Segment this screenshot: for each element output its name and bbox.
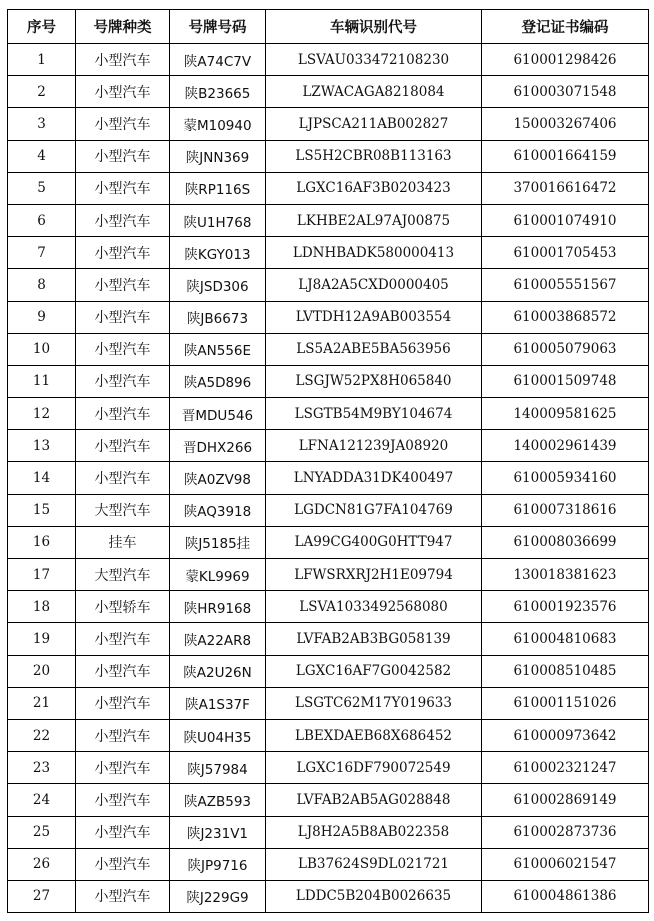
cell-index: 2: [8, 76, 76, 108]
cell-vin: LB37624S9DL021721: [266, 848, 482, 880]
cell-certificate-code: 370016616472: [482, 172, 649, 204]
table-row: [8, 237, 649, 269]
cell-plate-number: 陕J57984: [170, 752, 266, 784]
cell-certificate-code: 610005079063: [482, 333, 649, 365]
cell-certificate-code: 610003071548: [482, 76, 649, 108]
table-row: [8, 333, 649, 365]
cell-plate-number: 陕HR9168: [170, 591, 266, 623]
cell-plate-number: 陕A74C7V: [170, 44, 266, 76]
table-row: [8, 76, 649, 108]
cell-plate-number: 陕B23665: [170, 76, 266, 108]
cell-plate-type: 大型汽车: [76, 559, 170, 591]
cell-plate-number: 陕JP9716: [170, 848, 266, 880]
cell-vin: LGXC16AF7G0042582: [266, 655, 482, 687]
cell-plate-type: 小型轿车: [76, 591, 170, 623]
table-row: [8, 462, 649, 494]
cell-certificate-code: 130018381623: [482, 559, 649, 591]
cell-index: 25: [8, 816, 76, 848]
cell-plate-type: 小型汽车: [76, 687, 170, 719]
cell-index: 19: [8, 623, 76, 655]
cell-plate-type: 小型汽车: [76, 655, 170, 687]
table-row: [8, 623, 649, 655]
cell-index: 15: [8, 494, 76, 526]
table-row: [8, 880, 649, 912]
cell-certificate-code: 610001705453: [482, 237, 649, 269]
cell-vin: LSGTB54M9BY104674: [266, 398, 482, 430]
header-vin: 车辆识别代号: [266, 10, 482, 44]
cell-plate-number: 陕JB6673: [170, 301, 266, 333]
header-certificate-code: 登记证书编码: [482, 10, 649, 44]
cell-vin: LVTDH12A9AB003554: [266, 301, 482, 333]
cell-vin: LDNHBADK580000413: [266, 237, 482, 269]
cell-index: 6: [8, 204, 76, 236]
cell-vin: LJPSCA211AB002827: [266, 108, 482, 140]
cell-certificate-code: 610001298426: [482, 44, 649, 76]
cell-index: 1: [8, 44, 76, 76]
cell-vin: LSVAU033472108230: [266, 44, 482, 76]
cell-vin: LNYADDA31DK400497: [266, 462, 482, 494]
table-row: [8, 816, 649, 848]
table-row: [8, 44, 649, 76]
cell-plate-number: 陕J5185挂: [170, 526, 266, 558]
cell-plate-number: 陕AZB593: [170, 784, 266, 816]
cell-plate-number: 陕KGY013: [170, 237, 266, 269]
cell-certificate-code: 610001074910: [482, 204, 649, 236]
cell-plate-type: 小型汽车: [76, 269, 170, 301]
cell-plate-number: 陕J231V1: [170, 816, 266, 848]
cell-index: 24: [8, 784, 76, 816]
table-row: [8, 655, 649, 687]
table-row: [8, 559, 649, 591]
cell-certificate-code: 610001509748: [482, 365, 649, 397]
cell-plate-type: 小型汽车: [76, 140, 170, 172]
cell-certificate-code: 610007318616: [482, 494, 649, 526]
table-row: [8, 301, 649, 333]
vehicle-registration-table: [7, 9, 649, 913]
cell-plate-number: 陕A0ZV98: [170, 462, 266, 494]
cell-index: 12: [8, 398, 76, 430]
table-row: [8, 108, 649, 140]
cell-plate-type: 小型汽车: [76, 204, 170, 236]
cell-index: 7: [8, 237, 76, 269]
cell-plate-number: 陕J229G9: [170, 880, 266, 912]
cell-certificate-code: 610003868572: [482, 301, 649, 333]
cell-index: 21: [8, 687, 76, 719]
cell-vin: LSGTC62M17Y019633: [266, 687, 482, 719]
cell-certificate-code: 610002873736: [482, 816, 649, 848]
cell-vin: LSGJW52PX8H065840: [266, 365, 482, 397]
table-row: [8, 526, 649, 558]
cell-vin: LJ8A2A5CXD0000405: [266, 269, 482, 301]
cell-index: 18: [8, 591, 76, 623]
cell-plate-type: 小型汽车: [76, 430, 170, 462]
cell-vin: LJ8H2A5B8AB022358: [266, 816, 482, 848]
cell-certificate-code: 610002321247: [482, 752, 649, 784]
cell-plate-number: 陕JNN369: [170, 140, 266, 172]
header-plate-number: 号牌号码: [170, 10, 266, 44]
cell-index: 13: [8, 430, 76, 462]
cell-vin: LGXC16DF790072549: [266, 752, 482, 784]
cell-plate-type: 小型汽车: [76, 623, 170, 655]
cell-plate-number: 陕AN556E: [170, 333, 266, 365]
table-body: [8, 44, 649, 913]
cell-index: 26: [8, 848, 76, 880]
cell-certificate-code: 610002869149: [482, 784, 649, 816]
table-row: [8, 687, 649, 719]
table-row: [8, 784, 649, 816]
table-row: [8, 848, 649, 880]
table-row: [8, 430, 649, 462]
cell-certificate-code: 610008510485: [482, 655, 649, 687]
cell-index: 9: [8, 301, 76, 333]
cell-certificate-code: 610001664159: [482, 140, 649, 172]
cell-plate-number: 陕A2U26N: [170, 655, 266, 687]
header-plate-type: 号牌种类: [76, 10, 170, 44]
cell-certificate-code: 140002961439: [482, 430, 649, 462]
cell-plate-type: 小型汽车: [76, 333, 170, 365]
cell-certificate-code: 610001151026: [482, 687, 649, 719]
table-row: [8, 140, 649, 172]
cell-index: 8: [8, 269, 76, 301]
cell-plate-type: 小型汽车: [76, 237, 170, 269]
document-page: [7, 9, 649, 913]
cell-plate-number: 陕AQ3918: [170, 494, 266, 526]
cell-plate-number: 蒙KL9969: [170, 559, 266, 591]
cell-plate-type: 挂车: [76, 526, 170, 558]
cell-index: 4: [8, 140, 76, 172]
cell-certificate-code: 610008036699: [482, 526, 649, 558]
cell-vin: LKHBE2AL97AJ00875: [266, 204, 482, 236]
cell-plate-type: 小型汽车: [76, 719, 170, 751]
cell-plate-number: 陕A1S37F: [170, 687, 266, 719]
table-row: [8, 591, 649, 623]
cell-certificate-code: 610004861386: [482, 880, 649, 912]
cell-index: 11: [8, 365, 76, 397]
cell-vin: LDDC5B204B0026635: [266, 880, 482, 912]
cell-plate-number: 晋MDU546: [170, 398, 266, 430]
cell-vin: LSVA1033492568080: [266, 591, 482, 623]
cell-plate-type: 小型汽车: [76, 816, 170, 848]
table-row: [8, 204, 649, 236]
cell-vin: LGDCN81G7FA104769: [266, 494, 482, 526]
header-row: [8, 10, 649, 44]
cell-certificate-code: 610005551567: [482, 269, 649, 301]
table-row: [8, 365, 649, 397]
cell-index: 23: [8, 752, 76, 784]
cell-vin: LGXC16AF3B0203423: [266, 172, 482, 204]
cell-vin: LFNA121239JA08920: [266, 430, 482, 462]
cell-vin: LS5H2CBR08B113163: [266, 140, 482, 172]
cell-vin: LS5A2ABE5BA563956: [266, 333, 482, 365]
cell-index: 10: [8, 333, 76, 365]
cell-plate-type: 小型汽车: [76, 44, 170, 76]
cell-index: 22: [8, 719, 76, 751]
table-row: [8, 269, 649, 301]
cell-certificate-code: 610006021547: [482, 848, 649, 880]
cell-plate-number: 陕U1H768: [170, 204, 266, 236]
header-index: 序号: [8, 10, 76, 44]
cell-index: 5: [8, 172, 76, 204]
cell-plate-type: 小型汽车: [76, 108, 170, 140]
cell-plate-type: 大型汽车: [76, 494, 170, 526]
cell-plate-type: 小型汽车: [76, 398, 170, 430]
cell-index: 17: [8, 559, 76, 591]
cell-plate-number: 蒙M10940: [170, 108, 266, 140]
cell-plate-number: 陕JSD306: [170, 269, 266, 301]
cell-plate-type: 小型汽车: [76, 301, 170, 333]
cell-index: 14: [8, 462, 76, 494]
table-row: [8, 172, 649, 204]
cell-plate-type: 小型汽车: [76, 76, 170, 108]
table-row: [8, 398, 649, 430]
cell-plate-type: 小型汽车: [76, 365, 170, 397]
cell-plate-type: 小型汽车: [76, 752, 170, 784]
cell-vin: LBEXDAEB68X686452: [266, 719, 482, 751]
cell-certificate-code: 140009581625: [482, 398, 649, 430]
cell-plate-type: 小型汽车: [76, 172, 170, 204]
cell-vin: LVFAB2AB5AG028848: [266, 784, 482, 816]
table-row: [8, 752, 649, 784]
cell-vin: LFWSRXRJ2H1E09794: [266, 559, 482, 591]
cell-vin: LA99CG400G0HTT947: [266, 526, 482, 558]
table-row: [8, 494, 649, 526]
cell-plate-number: 陕RP116S: [170, 172, 266, 204]
cell-vin: LVFAB2AB3BG058139: [266, 623, 482, 655]
cell-certificate-code: 150003267406: [482, 108, 649, 140]
cell-plate-type: 小型汽车: [76, 462, 170, 494]
cell-plate-number: 陕U04H35: [170, 719, 266, 751]
cell-certificate-code: 610005934160: [482, 462, 649, 494]
table-header: [8, 10, 649, 44]
cell-certificate-code: 610001923576: [482, 591, 649, 623]
cell-plate-number: 陕A5D896: [170, 365, 266, 397]
cell-plate-type: 小型汽车: [76, 848, 170, 880]
cell-index: 20: [8, 655, 76, 687]
cell-vin: LZWACAGA8218084: [266, 76, 482, 108]
cell-plate-type: 小型汽车: [76, 784, 170, 816]
cell-certificate-code: 610000973642: [482, 719, 649, 751]
cell-plate-number: 晋DHX266: [170, 430, 266, 462]
cell-index: 27: [8, 880, 76, 912]
cell-certificate-code: 610004810683: [482, 623, 649, 655]
cell-plate-number: 陕A22AR8: [170, 623, 266, 655]
cell-plate-type: 小型汽车: [76, 880, 170, 912]
cell-index: 16: [8, 526, 76, 558]
table-row: [8, 719, 649, 751]
cell-index: 3: [8, 108, 76, 140]
